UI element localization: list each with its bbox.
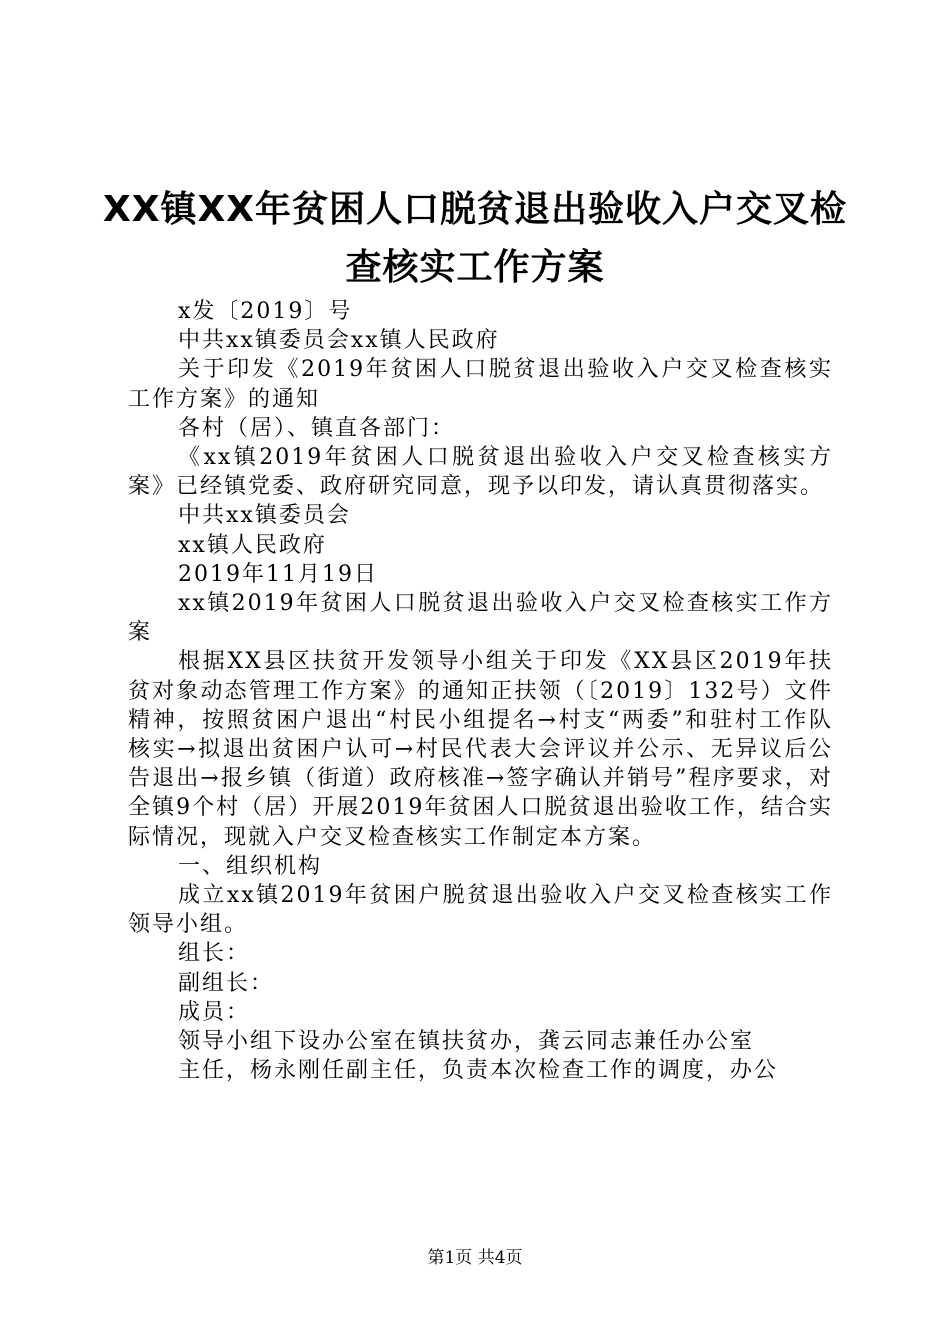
notice-title: 关于印发《2019年贫困人口脱贫退出验收入户交叉检查核实工作方案》的通知 [128,357,833,412]
plan-title: xx镇2019年贫困人口脱贫退出验收入户交叉检查核实工作方案 [128,591,833,646]
signature-government: xx镇人民政府 [178,532,327,558]
group-leader-line: 组长： [178,941,251,967]
office-setup-line: 领导小组下设办公室在镇扶贫办，龚云同志兼任办公室 [178,1029,755,1055]
document-number: x发〔2019〕号 [178,299,353,324]
issuer-line: 中共xx镇委员会xx镇人民政府 [178,328,500,354]
page-number-footer: 第1页 共4页 [427,1248,523,1268]
document-body [128,297,833,1085]
notice-body: 《xx镇2019年贫困人口脱贫退出验收入户交叉检查核实方案》已经镇党委、政府研究同意，现予以印发，请认真贯彻落实。 [128,445,833,500]
signature-date: 2019年11月19日 [178,561,378,587]
deputy-leader-line: 副组长： [178,970,275,996]
section-heading-organization: 一、组织机构 [178,853,323,879]
document-title-line-1: XX镇XX年贫困人口脱贫退出验收入户交叉检 [102,189,848,230]
office-director-line: 主任，杨永刚任副主任，负责本次检查工作的调度，办公 [178,1058,779,1084]
document-title-line-2: 查核实工作方案 [345,247,605,288]
leadership-group-paragraph: 成立xx镇2019年贫困户脱贫退出验收入户交叉检查核实工作领导小组。 [128,883,833,938]
signature-committee: 中共xx镇委员会 [178,503,351,529]
members-line: 成员： [178,999,251,1025]
recipients: 各村（居）、镇直各部门： [178,415,456,441]
plan-basis-paragraph: 根据XX县区扶贫开发领导小组关于印发《XX县区2019年扶贫对象动态管理工作方案》的通知正扶领（〔2019〕132号）文件精神，按照贫困户退出“村民小组提名→村支“两委”和驻村工作队核实→拟退出贫困户认可→村民代表大会评议并公示、无异议后公告退出→报乡镇（街道）政府核准→签字确认并销号”程序要求，对全镇9个村（居）开展2019年贫困人口脱贫退出验收工作，结合实际情况，现就入户交叉检查核实工作制定本方案。 [128,649,833,850]
